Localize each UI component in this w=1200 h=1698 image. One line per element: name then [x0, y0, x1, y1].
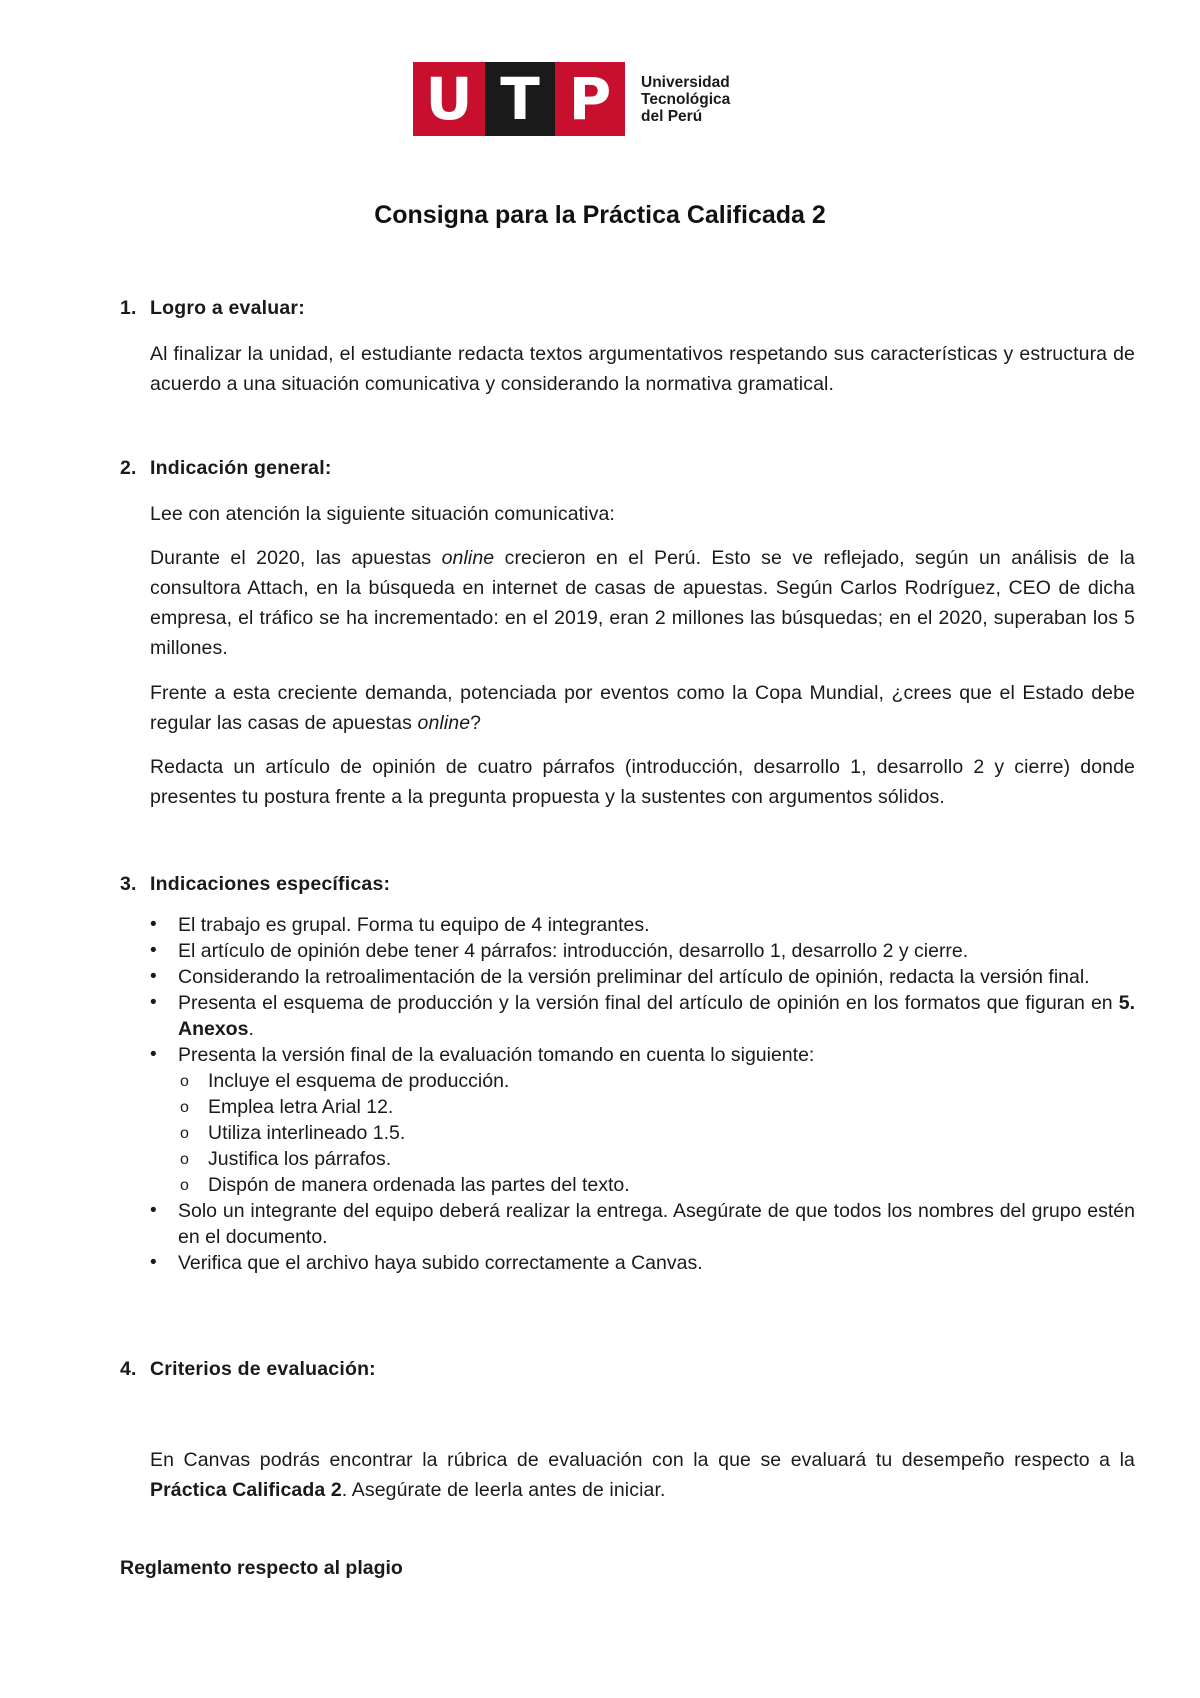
situation-text-b: crecieron en el Perú. Esto se ve reflejado, según un análisis de la consultora Attach, en la búsqueda en internet de casas de apuestas. Según Carlos Rodríguez, CEO de dicha empresa, el tráfico se ha incrementado: en el 2019, eran 2 millones las búsquedas; en el 2020, superaban los 5 millones.: [150, 547, 1135, 659]
section-2-task: Redacta un artículo de opinión de cuatro párrafos (introducción, desarrollo 1, desarrollo 2 y cierre) donde presentes tu postura frente a la pregunta propuesta y la sustentes con argumentos sólidos.: [150, 756, 1135, 808]
section-4-body: [150, 1445, 1135, 1505]
section-1-heading: [120, 297, 305, 320]
question-text-b: ?: [470, 712, 482, 734]
section-2-intro: Lee con atención la siguiente situación comunicativa:: [150, 503, 615, 525]
list-item: • Verifica que el archivo haya subido correctamente a Canvas.: [150, 1250, 1135, 1276]
logo-letter-t: T: [485, 62, 555, 136]
list-item-text: Presenta el esquema de producción y la versión final del artículo de opinión en los formatos que figuran en: [178, 992, 1119, 1014]
section-3-title: Indicaciones específicas:: [150, 873, 391, 895]
practica-reference: Práctica Calificada 2: [150, 1479, 342, 1501]
list-item: • Considerando la retroalimentación de la versión preliminar del artículo de opinión, redacta la versión final.: [150, 964, 1135, 990]
section-1-body: Al finalizar la unidad, el estudiante redacta textos argumentativos respetando sus características y estructura de acuerdo a una situación comunicativa y considerando la normativa gramatical.: [150, 343, 1135, 395]
section-4-heading: [120, 1358, 376, 1381]
sub-list-item: o Utiliza interlineado 1.5.: [150, 1120, 1135, 1146]
logo-wordmark: [641, 74, 730, 125]
logo-letter-u: U: [413, 62, 485, 136]
question-emphasis: online: [417, 712, 471, 734]
list-item-text: .: [248, 1018, 254, 1040]
criteria-text-a: En Canvas podrás encontrar la rúbrica de evaluación con la que se evaluará tu desempeño respecto a la: [150, 1449, 1135, 1471]
section-2-situation: [150, 543, 1135, 663]
sub-list-item: o Incluye el esquema de producción.: [150, 1068, 1135, 1094]
section-1-title: Logro a evaluar:: [150, 297, 305, 319]
section-2-number: 2.: [120, 457, 137, 479]
section-1-number: 1.: [120, 297, 137, 319]
situation-emphasis: online: [441, 547, 495, 569]
logo-line-3: del Perú: [641, 107, 703, 125]
section-3-number: 3.: [120, 873, 137, 895]
criteria-text-b: . Asegúrate de leerla antes de iniciar.: [341, 1479, 666, 1501]
list-item: • El trabajo es grupal. Forma tu equipo de 4 integrantes.: [150, 912, 1135, 938]
list-item: [150, 990, 1135, 1042]
section-3-heading: [120, 873, 390, 896]
section-2-heading: [120, 457, 332, 480]
logo-line-1: Universidad: [641, 73, 730, 91]
plagiarism-heading: Reglamento respecto al plagio: [120, 1557, 403, 1579]
section-4-number: 4.: [120, 1358, 137, 1380]
page-title: Consigna para la Práctica Calificada 2: [374, 201, 826, 229]
logo-letter-p: P: [555, 62, 625, 136]
section-2-title: Indicación general:: [150, 457, 332, 479]
question-text-a: Frente a esta creciente demanda, potenciada por eventos como la Copa Mundial, ¿crees que el Estado debe regular las casas de apuestas: [150, 682, 1135, 734]
list-item: • El artículo de opinión debe tener 4 párrafos: introducción, desarrollo 1, desarrollo 2 y cierre.: [150, 938, 1135, 964]
situation-text-a: Durante el 2020, las apuestas: [150, 547, 442, 569]
list-item: • Solo un integrante del equipo deberá realizar la entrega. Asegúrate de que todos los nombres del grupo estén en el documento.: [150, 1198, 1135, 1250]
list-item: • Presenta la versión final de la evaluación tomando en cuenta lo siguiente:: [150, 1042, 1135, 1068]
sub-list-item: o Dispón de manera ordenada las partes del texto.: [150, 1172, 1135, 1198]
logo-mark: [413, 62, 625, 136]
section-4-title: Criterios de evaluación:: [150, 1358, 376, 1380]
logo-line-2: Tecnológica: [641, 90, 731, 108]
utp-logo: [413, 62, 730, 136]
sub-list-item: o Emplea letra Arial 12.: [150, 1094, 1135, 1120]
sub-list-item: o Justifica los párrafos.: [150, 1146, 1135, 1172]
section-2-question: [150, 678, 1135, 738]
anexos-reference: 5. Anexos: [178, 992, 1135, 1040]
section-3-list: [150, 912, 1135, 1276]
